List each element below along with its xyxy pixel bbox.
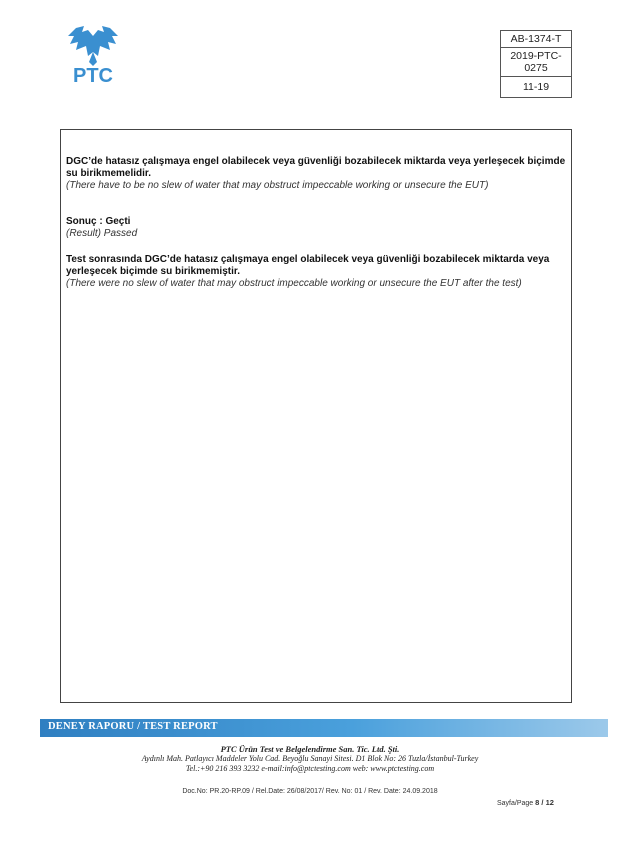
company-name: PTC Ürün Test ve Belgelendirme San. Tic. Ltd. Şti.: [220, 744, 400, 754]
page-indicator: [497, 798, 554, 807]
banner-title: DENEY RAPORU / TEST REPORT: [48, 721, 218, 732]
after-test-english: (There were no slew of water that may obstruct impeccable working or unsecure the EUT after the test): [66, 278, 522, 289]
company-address: Aydınlı Mah. Patlayıcı Maddeler Yolu Cad. Beyoğlu Sanayi Sitesi. D1 Blok No: 26 Tuzla/İstanbul-Turkey: [141, 754, 479, 763]
result-english: (Result) Passed: [66, 228, 138, 239]
footer: [0, 744, 620, 774]
double-headed-eagle-icon: [58, 22, 128, 100]
ref-date-code: 11-19: [522, 81, 550, 93]
content-area: [66, 156, 566, 290]
reference-box: [500, 30, 572, 98]
result-turkish: Sonuç : Geçti: [66, 216, 131, 227]
document-number: Doc.No: PR.20-RP.09 / Rel.Date: 26/08/2017/ Rev. No: 01 / Rev. Date: 24.09.2018: [182, 788, 438, 795]
requirement-turkish: DGC’de hatasız çalışmaya engel olabilecek veya güvenliği bozabilecek miktarda veya yerleşecek biçimde su birikmemelidir.: [66, 156, 566, 179]
report-banner: [40, 719, 608, 737]
ref-accreditation: AB-1374-T: [501, 31, 571, 48]
ptc-logo: [58, 22, 128, 100]
page-number: 8 / 12: [535, 798, 554, 807]
after-test-turkish: Test sonrasında DGC’de hatasız çalışmaya engel olabilecek veya güvenliği bozabilecek miktarda veya yerleşecek biçimde su birikmemiştir.: [66, 254, 550, 277]
company-contact: Tel.:+90 216 393 3232 e-mail:info@ptctesting.com web: www.ptctesting.com: [185, 764, 435, 773]
logo-text: PTC: [73, 65, 113, 87]
page-label: Sayfa/Page: [497, 800, 534, 807]
requirement-english: (There have to be no slew of water that may obstruct impeccable working or unsecure the EUT): [66, 180, 489, 191]
ref-report-number: 2019-PTC- 0275: [501, 48, 571, 77]
